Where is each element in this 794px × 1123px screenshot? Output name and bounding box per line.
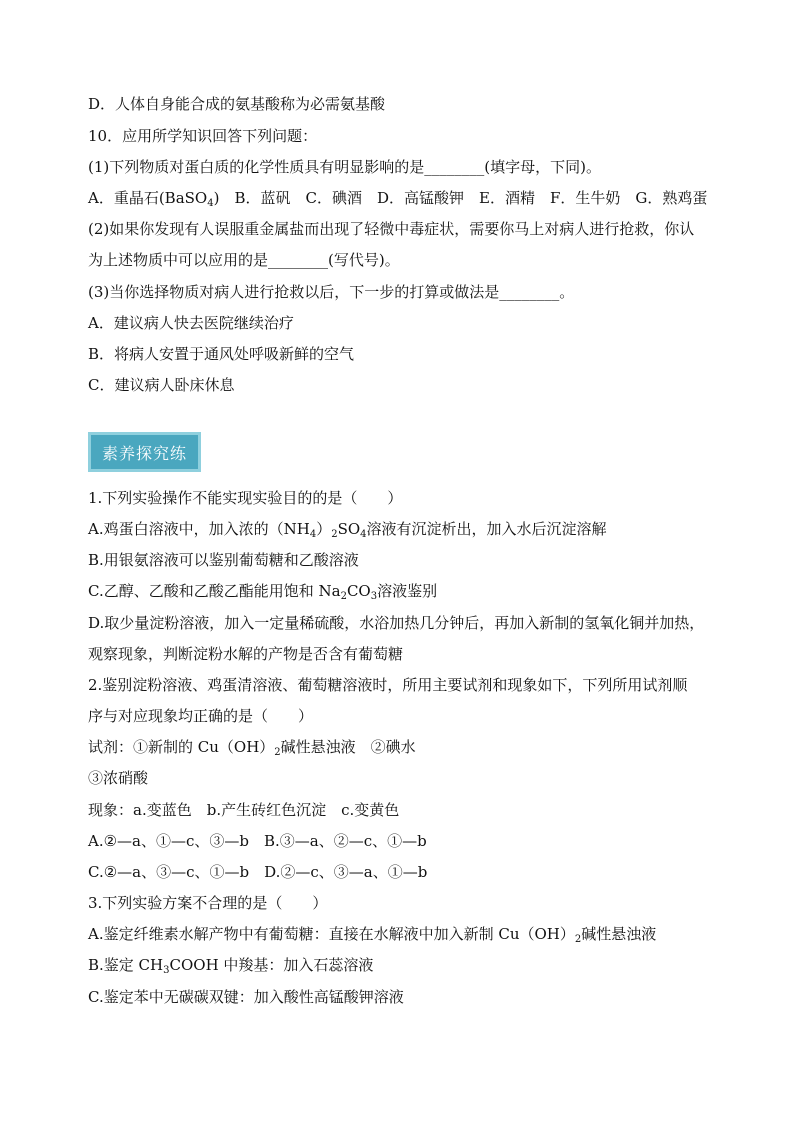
q3-option-a: A.鉴定纤维素水解产物中有葡萄糖：直接在水解液中加入新制 $Cu(OH)_2$碱性悬浊液	[88, 925, 657, 945]
q1-option-d-line2: 观察现象，判断淀粉水解的产物是否含有葡萄糖	[88, 645, 404, 663]
q10-option-a-line: A．建议病人快去医院继续治疗	[88, 314, 294, 332]
q2-stem-line1: 2.鉴别淀粉溶液、鸡蛋清溶液、葡萄糖溶液时，所用主要试剂和现象如下，下列所用试剂顺	[88, 676, 688, 694]
q2-stem-line2: 序与对应现象均正确的是（ ）	[88, 707, 314, 725]
q1-option-d-line1: D.取少量淀粉溶液，加入一定量稀硫酸，水浴加热几分钟后，再加入新制的氢氧化铜并加热，	[88, 614, 705, 632]
q2-phenomena: 现象：a.变蓝色 b.产生砖红色沉淀 c.变黄色	[88, 801, 400, 819]
q2-reagent-3: ③浓硝酸	[88, 769, 149, 787]
q10-options-rest: ) B．蓝矾 C．碘酒 D．高锰酸钾 E．酒精 F．生牛奶 G．熟鸡蛋	[213, 189, 708, 207]
q10-part2-line1: (2)如果你发现有人误服重金属盐而出现了轻微中毒症状，需要你马上对病人进行抢救，你认	[88, 220, 695, 238]
q10-option-b-line: B．将病人安置于通风处呼吸新鲜的空气	[88, 345, 355, 363]
q10-option-c-line: C．建议病人卧床休息	[88, 376, 235, 394]
q3-stem: 3.下列实验方案不合理的是（ ）	[88, 894, 328, 912]
q10-part2-line2: 为上述物质中可以应用的是________(写代号)。	[88, 251, 400, 269]
q10-stem: 10．应用所学知识回答下列问题：	[88, 127, 318, 145]
q3-option-b: B.鉴定 $CH_3COOH$ 中羧基：加入石蕊溶液	[88, 956, 374, 976]
q1-option-a: A.鸡蛋白溶液中，加入浓的$(NH_4)_2SO_4$溶液有沉淀析出，加入水后沉淀溶解	[88, 520, 607, 540]
q10-options	[88, 188, 707, 208]
q2-options-ab: A.②—a、①—c、③—b B.③—a、②—c、①—b	[88, 832, 427, 850]
q10-part3: (3)当你选择物质对病人进行抢救以后，下一步的打算或做法是________。	[88, 283, 575, 301]
q2-options-cd: C.②—a、③—c、①—b D.②—c、③—a、①—b	[88, 863, 428, 881]
prev-option-d: D．人体自身能合成的氨基酸称为必需氨基酸	[88, 95, 386, 113]
q1-stem: 1.下列实验操作不能实现实验目的的是（ ）	[88, 489, 403, 507]
q1-option-c: C.乙醇、乙酸和乙酸乙酯能用饱和 $Na_2CO_3$溶液鉴别	[88, 582, 438, 602]
q3-option-c: C.鉴定苯中无碳碳双键：加入酸性高锰酸钾溶液	[88, 988, 404, 1006]
q10-option-a: A．重晶石(BaSO	[88, 189, 208, 207]
q10-part1: (1)下列物质对蛋白质的化学性质具有明显影响的是________(填字母，下同)。	[88, 158, 601, 176]
subscript: 4	[207, 198, 214, 209]
q2-reagents: 试剂：①新制的 $Cu(OH)_2$碱性悬浊液 ②碘水	[88, 738, 416, 758]
q1-option-b: B.用银氨溶液可以鉴别葡萄糖和乙酸溶液	[88, 551, 359, 569]
section-badge: 素养探究练	[88, 432, 201, 472]
